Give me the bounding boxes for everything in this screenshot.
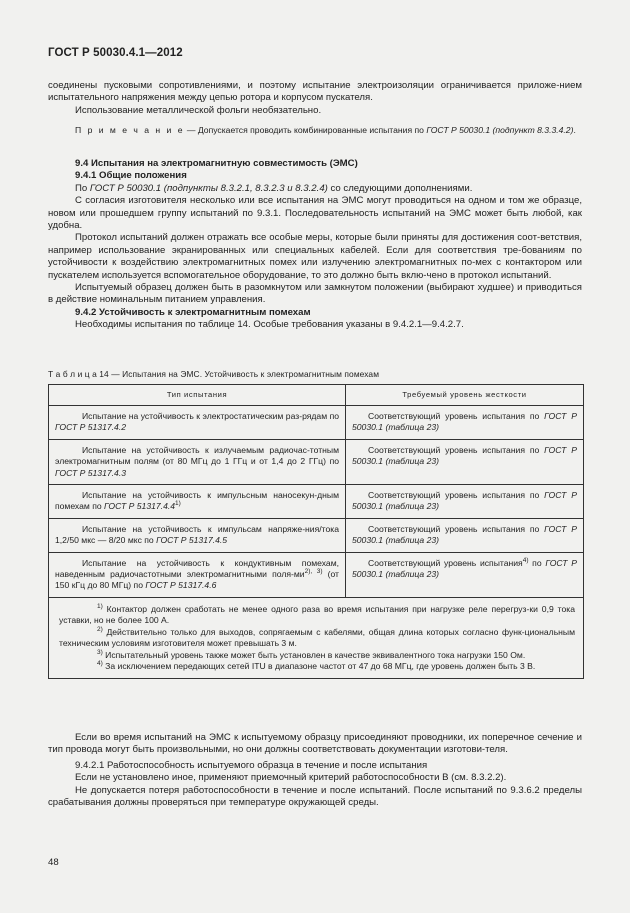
table-row (49, 518, 584, 552)
table-14 (48, 384, 584, 679)
subsection-heading-9-4-1: 9.4.1 Общие положения (75, 170, 187, 182)
table-row (49, 439, 584, 484)
intro-paragraph-2: Использование металлической фольги необязательно. (75, 104, 322, 116)
paragraph: Не допускается потеря работоспособности в течение и после испытаний. После испытаний по 9.3.6.2 пределы срабатывания должны проверяться при температуре окружающей среды. (48, 784, 582, 809)
table-cell: Испытание на устойчивость к импульсным наносекун-дным помехам по ГОСТ Р 51317.4.4$^{1)}$ (49, 485, 346, 519)
footnote: $^{4)}$ За исключением передающих сетей ITU в диапазоне частот от 47 до 68 МГц, где уровень должен быть 3 В. (97, 660, 536, 671)
paragraph: Испытуемый образец должен быть в разомкнутом или замкнутом положении (выбирают худшее) и приводиться в действие номинальным питанием управления. (48, 282, 582, 306)
column-header: Требуемый уровень жесткости (346, 385, 584, 406)
table-cell: Соответствующий уровень испытания$^{4)}$ по ГОСТ Р 50030.1 (таблица 23) (346, 552, 584, 597)
subsection-heading-9-4-2: 9.4.2 Устойчивость к электромагнитным помехам (75, 306, 311, 318)
clause-heading-9-4-2-1: 9.4.2.1 Работоспособность испытуемого образца в течение и после испытания (75, 759, 428, 771)
table-cell: Испытание на устойчивость к излучаемым радиочас-тотным электромагнитным полям (от 80 МГц до 1 ГГц и от 1,4 до 2 ГГц) по ГОСТ Р 51317.4.3 (49, 439, 346, 484)
section-heading-9-4: 9.4 Испытания на электромагнитную совместимость (ЭМС) (75, 158, 358, 169)
table-cell: Соответствующий уровень испытания по ГОСТ Р 50030.1 (таблица 23) (346, 485, 584, 519)
after-table-block (48, 732, 582, 809)
table-footnotes-row (49, 597, 584, 678)
paragraph: По ГОСТ Р 50030.1 (подпункты 8.3.2.1, 8.3.2.3 и 8.3.2.4) со следующими дополнениями. (75, 182, 473, 194)
table-caption: Т а б л и ц а 14 — Испытания на ЭМС. Устойчивость к электромагнитным помехам (48, 369, 380, 379)
footnote: $^{1)}$ Контактор должен сработать не менее одного раза во время испытания при нагрузке реле перегруз-ки 0,9 тока уставки, но не более 100 А. (59, 603, 575, 626)
intro-block (48, 80, 582, 137)
section-9-4 (48, 158, 582, 332)
table-cell: Испытание на устойчивость к импульсам напряже-ния/тока 1,2/50 мкс — 8/20 мкс по ГОСТ Р 51317.4.5 (49, 518, 346, 552)
table-cell: Соответствующий уровень испытания по ГОСТ Р 50030.1 (таблица 23) (346, 518, 584, 552)
footnote: $^{3)}$ Испытательный уровень также может быть установлен в качестве эквивалентного тока нагрузки 150 Ом. (97, 648, 526, 660)
note: П р и м е ч а н и е — Допускается проводить комбинированные испытания по ГОСТ Р 50030.1 (подпункт 8.3.3.4.2). (75, 125, 576, 136)
column-header: Тип испытания (49, 385, 346, 406)
note-reference: ГОСТ Р 50030.1 (подпункт 8.3.3.4.2) (426, 125, 574, 136)
table-row (49, 552, 584, 597)
page-number: 48 (48, 857, 59, 868)
paragraph: Необходимы испытания по таблице 14. Особые требования указаны в 9.4.2.1—9.4.2.7. (75, 319, 464, 331)
paragraph: Протокол испытаний должен отражать все особые меры, которые были приняты для достижения соот-ветствия, например использование экранированных или специальных кабелей. Если для соответствия тре-бованиям по устойчивости к воздействию электромагнитных помех или излучению электромагнитных по-мех с контактором или пускателем используется вспомогательное оборудование, то это должно быть вклю-чено в протокол испытаний. (48, 232, 582, 281)
table-cell: Испытание на устойчивость к кондуктивным помехам, наведенным радиочастотными электромагнитными поля-$ми^{2), 3)}$ (от 150 кГц до 80 МГц) по ГОСТ Р 51317.4.6 (49, 552, 346, 597)
paragraph: Если во время испытаний на ЭМС к испытуемому образцу присоединяют проводники, их поперечное сечение и тип провода могут быть произвольными, но они должны соответствовать документации изготови-теля. (48, 732, 582, 756)
document-header: ГОСТ Р 50030.4.1—2012 (48, 47, 183, 59)
note-text: — Допускается проводить комбинированные испытания по (184, 125, 427, 136)
footnotes-cell (49, 597, 584, 678)
note-label: П р и м е ч а н и е (75, 125, 185, 136)
footnote: $^{2)}$ Действительно только для выходов, сопрягаемым с кабелями, общая длина которых согласно функ-циональным техническим условиям изготовителя может превышать 3 м. (59, 625, 575, 649)
table-cell: Соответствующий уровень испытания по ГОСТ Р 50030.1 (таблица 23) (346, 406, 584, 440)
paragraph: Если не установлено иное, применяют приемочный критерий работоспособности B (см. 8.3.2.2). (75, 772, 507, 784)
table-row (49, 485, 584, 519)
paragraph: С согласия изготовителя несколько или все испытания на ЭМС могут проводиться на одном и том же образце, новом или прошедшем группу испытаний по 9.3.1. Последовательность испытаний на ЭМС может быть любой, как удобна. (48, 195, 582, 232)
table-row (49, 406, 584, 440)
table-cell: Испытание на устойчивость к электростатическим раз-рядам по ГОСТ Р 51317.4.2 (49, 406, 346, 440)
table-cell: Соответствующий уровень испытания по ГОСТ Р 50030.1 (таблица 23) (346, 439, 584, 484)
intro-paragraph: соединены пусковыми сопротивлениями, и поэтому испытание электроизоляции ограничивается приложе-нием испытательного напряжения между цепью ротора и корпусом пускателя. (48, 80, 582, 104)
table-header-row (49, 385, 584, 406)
standard-reference: ГОСТ Р 50030.1 (подпункты 8.3.2.1, 8.3.2.3 и 8.3.2.4) (89, 182, 328, 194)
